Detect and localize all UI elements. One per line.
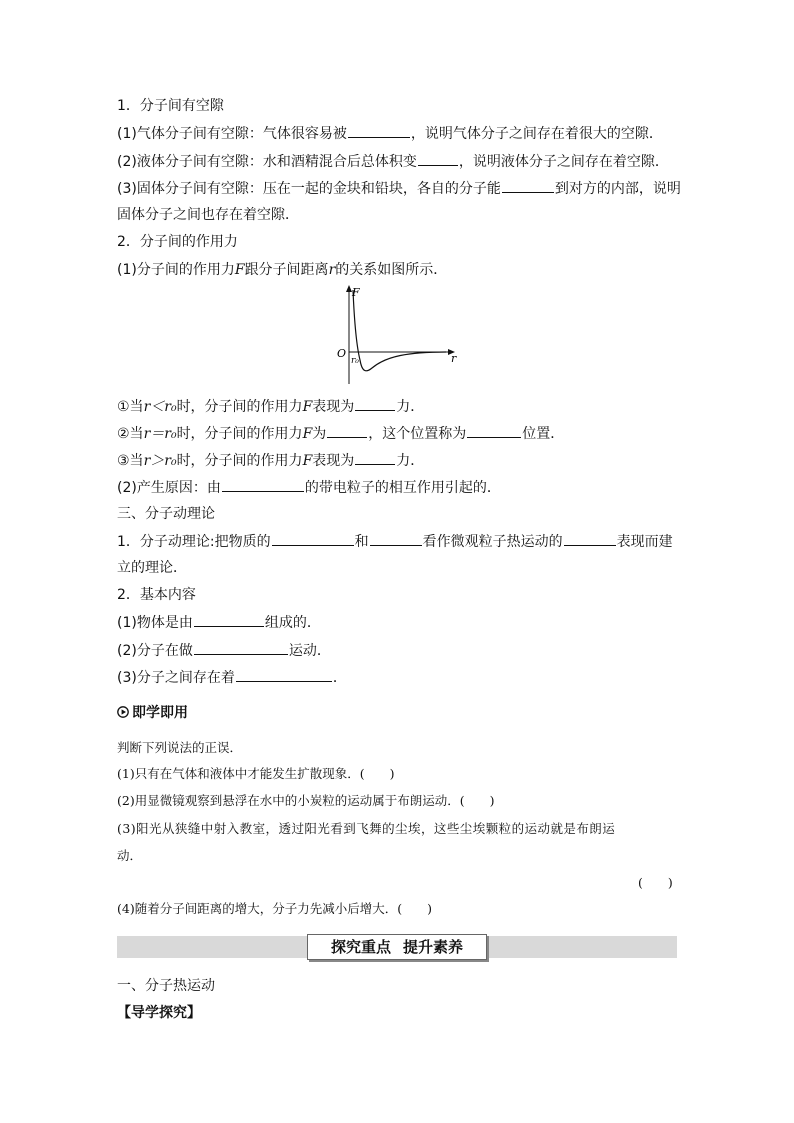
item-solid-gaps-cont: 固体分子之间也存在着空隙．	[117, 207, 299, 223]
section-title-gaps: 1．分子间有空隙	[117, 98, 224, 114]
blank[interactable]	[355, 396, 395, 411]
condition-r-greater-r0: ③当r＞r₀时，分子间的作用力F表现为 力．	[117, 450, 424, 471]
r0-label: r₀	[351, 356, 359, 366]
blank[interactable]	[348, 123, 410, 138]
blank[interactable]	[327, 423, 367, 438]
item-solid-gaps: (3)固体分子间有空隙：压在一起的金块和铅块，各自的分子能 到对方的内部，说明	[117, 178, 681, 199]
section-title-thermal-motion: 一、分子热运动	[117, 978, 215, 994]
blank[interactable]	[502, 178, 554, 193]
section-title-kinetic-theory: 三、分子动理论	[117, 506, 215, 522]
force-distance-graph	[334, 284, 464, 388]
item-gas-gaps: (1)气体分子间有空隙：气体很容易被 ，说明气体分子之间存在着很大的空隙．	[117, 123, 663, 144]
judgement-item-3: (3)阳光从狭缝中射入教室，透过阳光看到飞舞的尘埃，这些尘埃颗粒的运动就是布朗运	[117, 821, 616, 836]
origin-label: O	[337, 347, 347, 360]
judgement-intro: 判断下列说法的正误．	[117, 740, 243, 755]
subsection-title-basics: 2．基本内容	[117, 587, 196, 603]
condition-r-equal-r0: ②当r＝r₀时，分子间的作用力F为 ，这个位置称为 位置．	[117, 423, 564, 444]
item-liquid-gaps: (2)液体分子间有空隙：水和酒精混合后总体积变 ，说明液体分子之间存在着空隙．	[117, 151, 669, 172]
blank[interactable]	[236, 667, 332, 682]
force-curve	[353, 290, 446, 371]
guided-inquiry-label: 【导学探究】	[117, 1005, 201, 1021]
basic-item-2: (2)分子在做 运动．	[117, 640, 331, 661]
blank[interactable]	[222, 477, 304, 492]
blank[interactable]	[564, 531, 616, 546]
blank[interactable]	[467, 423, 521, 438]
section-title-force: 2．分子间的作用力	[117, 234, 238, 250]
axis-label-f: F	[352, 286, 360, 299]
blank[interactable]	[355, 450, 395, 465]
judgement-item-1: (1)只有在气体和液体中才能发生扩散现象．( )	[117, 766, 395, 781]
axis-label-r: r	[451, 352, 457, 365]
judgement-item-3-cont: 动．	[117, 848, 143, 863]
item-force-relation: (1)分子间的作用力F跟分子间距离r的关系如图所示．	[117, 262, 448, 278]
item-theory-definition: 1．分子动理论:把物质的 和 看作微观粒子热运动的 表现而建	[117, 531, 673, 552]
blank[interactable]	[272, 531, 354, 546]
judgement-item-2: (2)用显微镜观察到悬浮在水中的小炭粒的运动属于布朗运动．( )	[117, 793, 495, 808]
banner-right-label: 提升素养	[403, 938, 464, 956]
section-banner	[307, 934, 487, 960]
judgement-item-4: (4)随着分子间距离的增大，分子力先减小后增大．( )	[117, 901, 432, 916]
judgement-item-3-paren[interactable]: ( )	[638, 875, 673, 890]
banner-left-label: 探究重点	[330, 938, 391, 956]
item-force-origin: (2)产生原因：由 的带电粒子的相互作用引起的．	[117, 477, 501, 498]
blank[interactable]	[418, 151, 458, 166]
blank[interactable]	[370, 531, 422, 546]
blank[interactable]	[194, 612, 264, 627]
basic-item-3: (3)分子之间存在着 ．	[117, 667, 347, 688]
practice-heading: 即学即用	[117, 703, 188, 723]
condition-r-less-r0: ①当r＜r₀时，分子间的作用力F表现为 力．	[117, 396, 424, 417]
item-theory-definition-cont: 立的理论．	[117, 560, 187, 576]
blank[interactable]	[194, 640, 288, 655]
basic-item-1: (1)物体是由 组成的．	[117, 612, 321, 633]
play-circle-icon	[117, 706, 129, 718]
